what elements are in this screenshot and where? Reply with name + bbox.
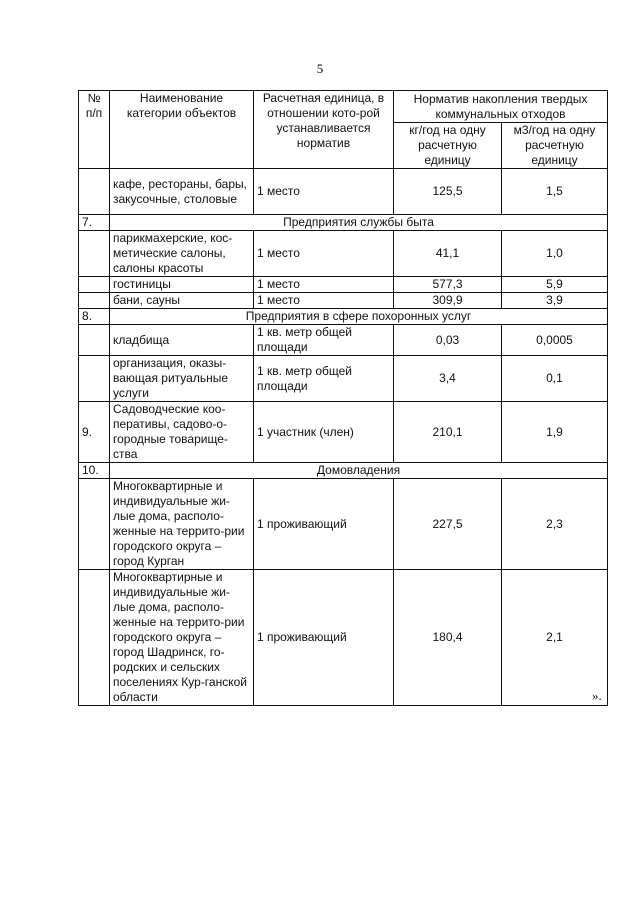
m3-value: 2,3	[502, 479, 608, 570]
kg-value: 0,03	[394, 325, 502, 356]
header-category: Наименование категории объектов	[110, 91, 254, 169]
unit-cell: 1 место	[254, 169, 394, 215]
m3-value: 3,9	[502, 293, 608, 309]
section-number: 7.	[79, 215, 110, 231]
category-name: гостиницы	[110, 277, 254, 293]
page-number: 5	[316, 61, 324, 76]
section-title: Предприятия в сфере похоронных услуг	[110, 309, 608, 325]
section-row	[79, 463, 608, 479]
section-title: Предприятия службы быта	[110, 215, 608, 231]
table-row	[79, 169, 608, 215]
category-name: Многоквартирные и индивидуальные жи-лые дома, располо-женные на террито-рии городского округа – город Курган	[110, 479, 254, 570]
header-number: № п/п	[79, 91, 110, 169]
kg-value: 41,1	[394, 231, 502, 277]
table-row	[79, 277, 608, 293]
unit-cell: 1 место	[254, 293, 394, 309]
header-m3-per-year: м3/год на одну расчетную единицу	[502, 123, 608, 169]
unit-cell: 1 кв. метр общей площади	[254, 356, 394, 402]
category-name: Садоводческие коо-перативы, садово-о-городные товарище-ства	[110, 402, 254, 463]
table-row	[79, 231, 608, 277]
table-row	[79, 356, 608, 402]
unit-cell: 1 проживающий	[254, 479, 394, 570]
kg-value: 309,9	[394, 293, 502, 309]
category-name: кладбища	[110, 325, 254, 356]
kg-value: 577,3	[394, 277, 502, 293]
category-name: бани, сауны	[110, 293, 254, 309]
table-row	[79, 325, 608, 356]
header-unit: Расчетная единица, в отношении кото-рой устанавливается норматив	[254, 91, 394, 169]
unit-cell: 1 кв. метр общей площади	[254, 325, 394, 356]
section-title: Домовладения	[110, 463, 608, 479]
header-norm: Норматив накопления твердых коммунальных отходов	[394, 91, 608, 123]
table-header-row	[79, 91, 608, 123]
table-row	[79, 479, 608, 570]
section-row	[79, 309, 608, 325]
category-name: парикмахерские, кос-метические салоны, салоны красоты	[110, 231, 254, 277]
m3-value: 1,0	[502, 231, 608, 277]
unit-cell: 1 участник (член)	[254, 402, 394, 463]
kg-value: 210,1	[394, 402, 502, 463]
header-kg-per-year: кг/год на одну расчетную единицу	[394, 123, 502, 169]
section-row	[79, 215, 608, 231]
kg-value: 3,4	[394, 356, 502, 402]
m3-value: 1,5	[502, 169, 608, 215]
m3-value: 1,9	[502, 402, 608, 463]
table-row	[79, 402, 608, 463]
kg-value: 227,5	[394, 479, 502, 570]
unit-cell: 1 место	[254, 277, 394, 293]
category-name: организация, оказы-вающая ритуальные услуги	[110, 356, 254, 402]
category-name: кафе, рестораны, бары, закусочные, столовые	[110, 169, 254, 215]
kg-value: 180,4	[394, 570, 502, 706]
table-row	[79, 570, 608, 706]
category-name: Многоквартирные и индивидуальные жи-лые дома, располо-женные на террито-рии городского округа – город Шадринск, го-родских и сельских поселениях Кур-ганской области	[110, 570, 254, 706]
unit-cell: 1 место	[254, 231, 394, 277]
kg-value: 125,5	[394, 169, 502, 215]
section-number: 10.	[79, 463, 110, 479]
section-number: 9.	[79, 402, 110, 463]
m3-value: 0,1	[502, 356, 608, 402]
m3-value: 2,1	[502, 570, 608, 706]
waste-norm-table	[78, 90, 608, 706]
section-number: 8.	[79, 309, 110, 325]
m3-value: 0,0005	[502, 325, 608, 356]
table-row	[79, 293, 608, 309]
unit-cell: 1 проживающий	[254, 570, 394, 706]
m3-value: 5,9	[502, 277, 608, 293]
closing-quote: ».	[592, 688, 602, 703]
